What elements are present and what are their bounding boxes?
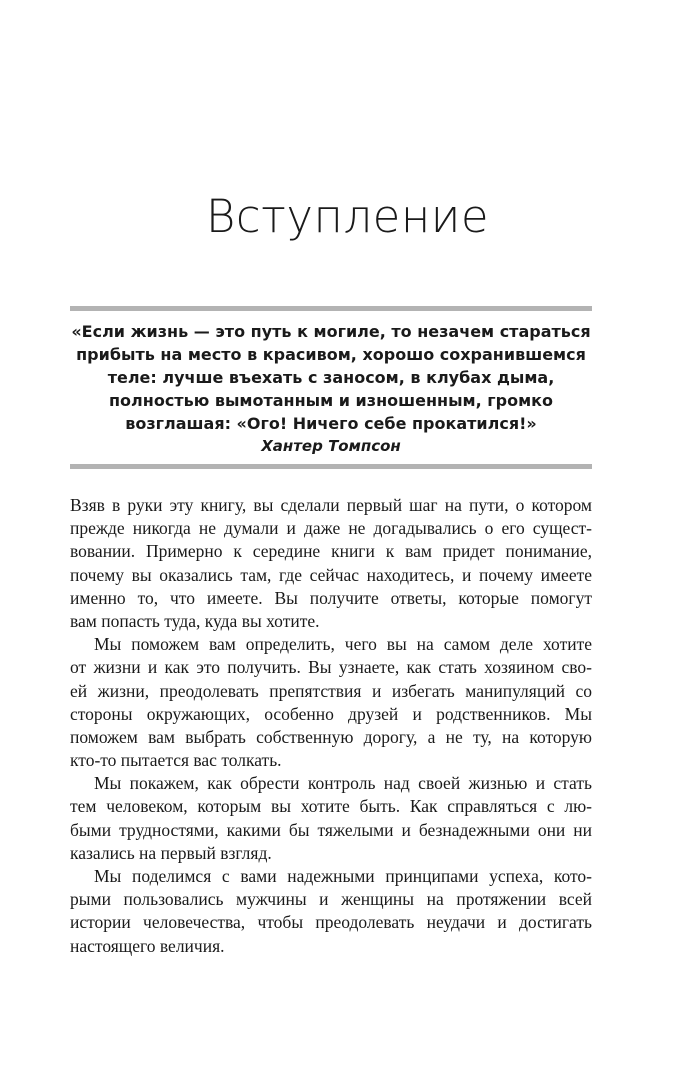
text-line: ей жизни, преодолевать препятствия и избегать манипуляций со [70, 680, 592, 701]
epigraph-line: теле: лучше въехать с заносом, в клубах дыма, [107, 368, 555, 387]
text-line: вовании. Примерно к середине книги к вам придет понимание, [70, 541, 592, 562]
text-line: именно то, что имеете. Вы получите ответы, которые помогут [70, 587, 592, 608]
text-line: истории человечества, чтобы преодолевать неудачи и достигать [70, 912, 592, 933]
text-line: стороны окружающих, особенно друзей и родственников. Мы [70, 703, 592, 724]
text-line: быми трудностями, какими бы тяжелыми и безнадежными они ни [70, 819, 592, 840]
text-line: рыми пользовались мужчины и женщины на протяжении всей [70, 889, 592, 910]
epigraph-author: Хантер Томпсон [261, 437, 401, 455]
text-line: прежде никогда не думали и даже не догадывались о его сущест- [70, 518, 592, 539]
text-line: Мы покажем, как обрести контроль над своей жизнью и стать [94, 773, 592, 794]
paragraph [70, 633, 592, 772]
paragraph [70, 865, 592, 958]
text-line: Мы поделимся с вами надежными принципами успеха, кото- [94, 866, 592, 886]
text-line: настоящего величия. [70, 935, 225, 956]
epigraph-line: возглашая: «Ого! Ничего себе прокатился!» [125, 414, 537, 433]
body-text [70, 494, 592, 958]
epigraph-top-rule [70, 306, 592, 311]
text-line: казались на первый взгляд. [70, 842, 272, 863]
text-line: от жизни и как это получить. Вы узнаете, как стать хозяином сво- [70, 657, 592, 678]
epigraph-line: «Если жизнь — это путь к могиле, то незачем стараться [71, 322, 591, 341]
text-line: тем человеком, которым вы хотите быть. Как справляться с лю- [70, 796, 592, 817]
text-line: кто-то пытается вас толкать. [70, 750, 282, 771]
epigraph-line: прибыть на место в красивом, хорошо сохранившемся [76, 345, 586, 364]
paragraph [70, 494, 592, 633]
paragraph [70, 772, 592, 865]
text-line: Взяв в руки эту книгу, вы сделали первый шаг на пути, о котором [70, 495, 592, 515]
epigraph-line: полностью вымотанным и изношенным, громко [109, 391, 553, 410]
text-line: поможем вам выбрать собственную дорогу, а не ту, на которую [70, 726, 592, 747]
epigraph [70, 320, 592, 457]
text-line: почему вы оказались там, где сейчас находитесь, и почему имеете [70, 564, 592, 585]
text-line: Мы поможем вам определить, чего вы на самом деле хотите [94, 634, 592, 655]
text-line: вам попасть туда, куда вы хотите. [70, 610, 320, 631]
chapter-title: Вступление [205, 190, 490, 243]
epigraph-bottom-rule [70, 464, 592, 469]
